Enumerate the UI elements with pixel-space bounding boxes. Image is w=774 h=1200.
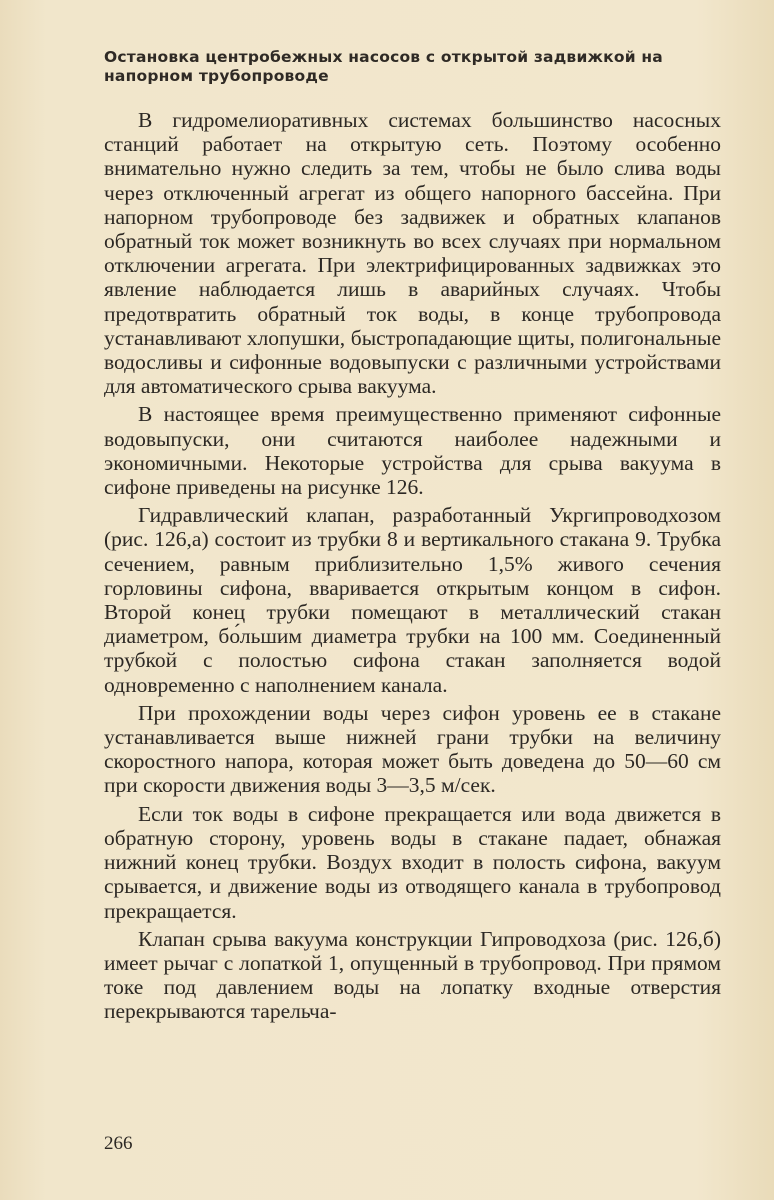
paragraph-4: При прохождении воды через сифон уровень ее в стакане устанавливается выше нижней грани трубки на величину скоростного напора, которая может быть доведена до 50—60 см при скорости движения воды 3—3,5 м/сек. [104,700,721,798]
section-heading: Остановка центробежных насосов с открытой задвижкой на напорном трубопроводе [104,48,663,85]
paragraph-1: В гидромелиоративных системах большинство насосных станций работает на открытую сеть. Поэтому особенно внимательно нужно следить за тем, чтобы не было слива воды через отключенный агрегат из общего напорного бассейна. При напорном трубопроводе без задвижек и обратных клапанов обратный ток может возникнуть во всех случаях при нормальном отключении агрегата. При электрифицированных задвижках это явление наблюдается лишь в аварийных случаях. Чтобы предотвратить обратный ток воды, в конце трубопровода устанавливают хлопушки, быстропадающие щиты, полигональные водосливы и сифонные водовыпуски с различными устройствами для автоматического срыва вакуума. [104,108,721,399]
page-number: 266 [104,1133,133,1154]
body-text [104,108,721,1028]
paragraph-5: Если ток воды в сифоне прекращается или вода движется в обратную сторону, уровень воды в стакане падает, обнажая нижний конец трубки. Воздух входит в полость сифона, вакуум срывается, и движение воды из отводящего канала в трубопровод прекращается. [104,801,721,923]
paragraph-3: Гидравлический клапан, разработанный Укргипроводхозом (рис. 126,а) состоит из трубки 8 и вертикального стакана 9. Трубка сечением, равным приблизительно 1,5% живого сечения горловины сифона, вваривается открытым концом в сифон. Второй конец трубки помещают в металлический стакан диаметром, бо́льшим диаметра трубки на 100 мм. Соединенный трубкой с полостью сифона стакан заполняется водой одновременно с наполнением канала. [104,503,721,697]
paragraph-6: Клапан срыва вакуума конструкции Гипроводхоза (рис. 126,б) имеет рычаг с лопаткой 1, опущенный в трубопровод. При прямом токе под давлением воды на лопатку входные отверстия перекрываются тарельча- [104,926,721,1024]
paragraph-2: В настоящее время преимущественно применяют сифонные водовыпуски, они считаются наиболее надежными и экономичными. Некоторые устройства для срыва вакуума в сифоне приведены на рисунке 126. [104,402,721,500]
